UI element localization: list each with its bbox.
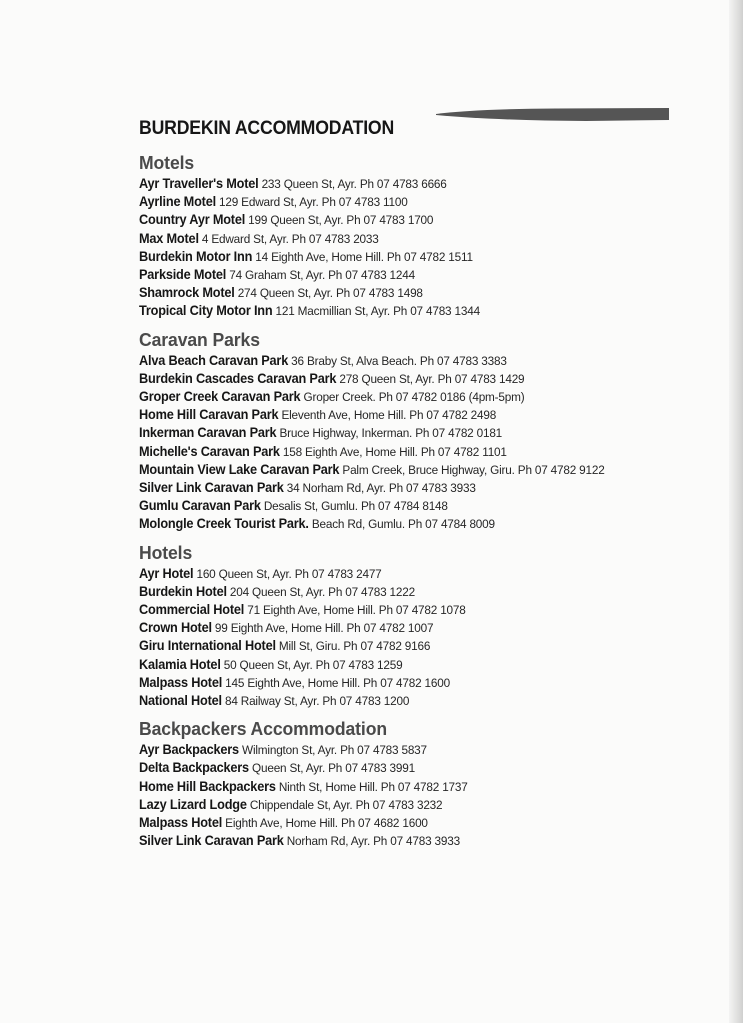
entry-name: Gumlu Caravan Park [139,498,261,514]
list-item [139,674,671,692]
accommodation-listing [139,150,699,857]
entry-detail: 74 Graham St, Ayr. Ph 07 4783 1244 [229,268,415,283]
list-item [139,619,671,637]
list-item [139,741,671,759]
entry-name: Burdekin Motor Inn [139,248,253,264]
list-item [139,832,671,850]
entry-name: Silver Link Caravan Park [139,833,284,849]
entry-detail: 99 Eighth Ave, Home Hill. Ph 07 4782 1007 [214,621,434,636]
section-hotels [139,540,699,711]
list-item [139,778,671,796]
header-swoosh-bar [436,108,669,121]
list-item [139,248,671,266]
entry-detail: Palm Creek, Bruce Highway, Giru. Ph 07 4782 9122 [342,462,605,477]
page-title: BURDEKIN ACCOMMODATION [139,118,395,139]
list-item [139,601,671,619]
list-item [139,193,671,211]
entry-list [139,741,699,850]
entry-detail: 36 Braby St, Alva Beach. Ph 07 4783 3383 [291,353,507,368]
entry-detail: 129 Edward St, Ayr. Ph 07 4783 1100 [219,195,408,210]
list-item [139,230,671,248]
entry-name: Giru International Hotel [139,638,276,654]
list-item [139,211,671,229]
list-item [139,302,671,320]
entry-detail: Queen St, Ayr. Ph 07 4783 3991 [252,761,415,776]
entry-detail: 204 Queen St, Ayr. Ph 07 4783 1222 [229,584,415,599]
entry-name: Ayr Hotel [139,565,194,581]
entry-detail: Eighth Ave, Home Hill. Ph 07 4682 1600 [225,816,428,831]
entry-detail: Desalis St, Gumlu. Ph 07 4784 8148 [263,499,448,514]
entry-name: Malpass Hotel [139,815,223,831]
entry-detail: 145 Eighth Ave, Home Hill. Ph 07 4782 1600 [225,675,450,690]
entry-name: Groper Creek Caravan Park [139,389,301,405]
entry-name: Silver Link Caravan Park [139,480,284,496]
list-item [139,175,671,193]
entry-list [139,175,699,321]
entry-name: Burdekin Cascades Caravan Park [139,370,337,386]
entry-detail: 121 Macmillian St, Ayr. Ph 07 4783 1344 [275,304,480,319]
list-item [139,814,671,832]
list-item [139,565,671,583]
list-item [139,406,671,424]
entry-name: Ayr Traveller's Motel [139,176,259,191]
entry-detail: Eleventh Ave, Home Hill. Ph 07 4782 2498 [281,408,497,423]
section-motels [139,150,699,321]
entry-detail: 278 Queen St, Ayr. Ph 07 4783 1429 [339,371,525,386]
entry-name: Michelle's Caravan Park [139,443,280,459]
entry-name: Tropical City Motor Inn [139,303,273,319]
entry-detail: 160 Queen St, Ayr. Ph 07 4783 2477 [196,566,382,581]
list-item [139,284,671,302]
list-item [139,370,671,388]
entry-detail: Ninth St, Home Hill. Ph 07 4782 1737 [278,779,468,794]
entry-list [139,352,699,534]
entry-detail: 71 Eighth Ave, Home Hill. Ph 07 4782 1078 [247,603,466,618]
entry-detail: Wilmington St, Ayr. Ph 07 4783 5837 [242,743,427,758]
entry-name: Mountain View Lake Caravan Park [139,461,340,477]
list-item [139,388,671,406]
list-item [139,424,671,442]
entry-detail: Mill St, Giru. Ph 07 4782 9166 [278,639,431,654]
list-item [139,796,671,814]
entry-detail: 14 Eighth Ave, Home Hill. Ph 07 4782 1511 [255,249,473,264]
list-item [139,443,671,461]
section-heading: Caravan Parks [139,328,260,350]
list-item [139,352,671,370]
list-item [139,479,671,497]
section-caravan-parks [139,327,699,534]
entry-detail: 4 Edward St, Ayr. Ph 07 4783 2033 [201,231,379,246]
entry-detail: Norham Rd, Ayr. Ph 07 4783 3933 [286,834,460,849]
entry-name: Alva Beach Caravan Park [139,352,289,368]
entry-detail: 158 Eighth Ave, Home Hill. Ph 07 4782 1101 [282,444,507,459]
entry-name: Inkerman Caravan Park [139,425,277,441]
entry-detail: 274 Queen St, Ayr. Ph 07 4783 1498 [237,286,423,301]
entry-name: Commercial Hotel [139,602,245,618]
entry-name: National Hotel [139,693,222,709]
entry-name: Home Hill Backpackers [139,778,276,794]
entry-detail: 50 Queen St, Ayr. Ph 07 4783 1259 [223,657,403,672]
entry-detail: Chippendale St, Ayr. Ph 07 4783 3232 [249,797,443,812]
list-item [139,515,671,533]
list-item [139,266,671,284]
entry-detail: 233 Queen St, Ayr. Ph 07 4783 6666 [261,177,447,191]
list-item [139,583,671,601]
entry-name: Country Ayr Motel [139,212,246,228]
entry-name: Kalamia Hotel [139,656,221,672]
entry-name: Home Hill Caravan Park [139,407,279,423]
entry-detail: 34 Norham Rd, Ayr. Ph 07 4783 3933 [286,481,476,496]
entry-detail: Bruce Highway, Inkerman. Ph 07 4782 0181 [279,426,503,441]
entry-name: Molongle Creek Tourist Park. [139,516,309,532]
entry-list [139,565,699,711]
entry-detail: Groper Creek. Ph 07 4782 0186 (4pm-5pm) [303,390,525,405]
entry-name: Lazy Lizard Lodge [139,796,247,812]
section-heading: Motels [139,152,195,173]
page-edge-shadow [729,0,743,1023]
list-item [139,497,671,515]
entry-name: Delta Backpackers [139,760,249,776]
entry-name: Crown Hotel [139,620,212,636]
entry-name: Max Motel [139,230,199,246]
section-backpackers [139,716,699,850]
section-heading: Backpackers Accommodation [139,718,388,740]
list-item [139,656,671,674]
entry-name: Burdekin Hotel [139,583,227,599]
list-item [139,692,671,710]
entry-detail: 84 Railway St, Ayr. Ph 07 4783 1200 [224,694,410,709]
entry-name: Parkside Motel [139,267,227,283]
entry-name: Shamrock Motel [139,285,235,301]
entry-name: Ayr Backpackers [139,742,239,758]
entry-name: Malpass Hotel [139,674,223,690]
entry-detail: 199 Queen St, Ayr. Ph 07 4783 1700 [248,213,434,228]
entry-name: Ayrline Motel [139,194,216,210]
section-heading: Hotels [139,541,193,563]
list-item [139,461,624,479]
list-item [139,759,671,777]
entry-detail: Beach Rd, Gumlu. Ph 07 4784 8009 [311,517,495,532]
list-item [139,637,671,655]
